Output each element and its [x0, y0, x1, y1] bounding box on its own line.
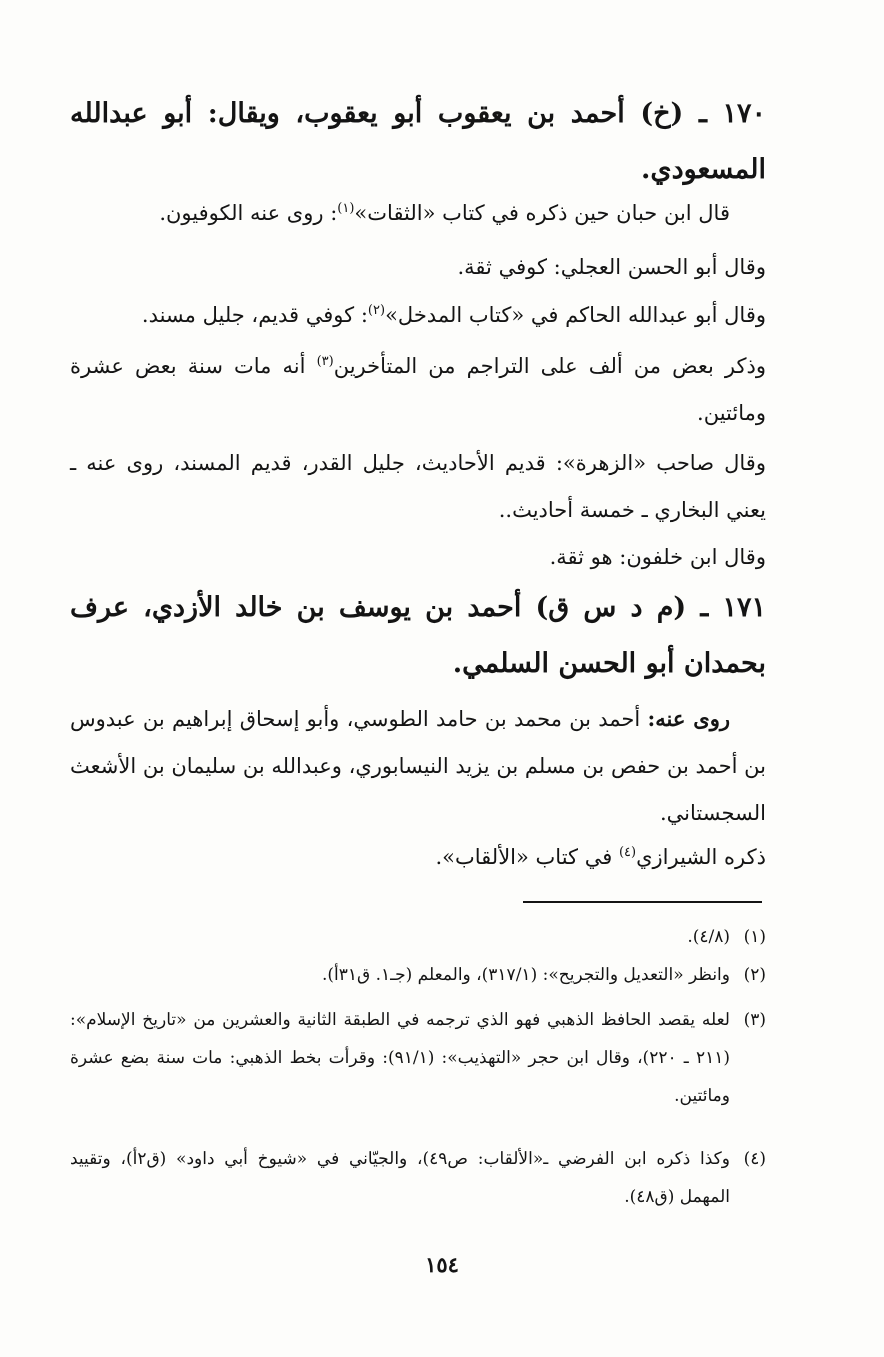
para-text: : روى عنه الكوفيون. — [159, 201, 338, 225]
footnote-ref-3[interactable]: (٣) — [316, 354, 334, 369]
footnote-1 — [70, 918, 766, 956]
para-text: أنه مات سنة بعض عشرة ومائتين. — [70, 354, 766, 425]
footnote-4 — [70, 1140, 766, 1216]
para-text: : كوفي قديم، جليل مسند. — [141, 303, 368, 327]
footnote-ref-1[interactable]: (١) — [337, 201, 355, 216]
entry-170-title: ١٧٠ ـ (خ) أحمد بن يعقوب أبو يعقوب، ويقال: أبو عبدالله المسعودي. — [70, 98, 766, 185]
entry-170-para-3 — [70, 292, 766, 339]
footnote-ref-2[interactable]: (٢) — [367, 303, 386, 318]
narrators-label: روى عنه: — [647, 706, 730, 731]
entry-170-para-1 — [70, 190, 766, 237]
para-text: ذكره الشيرازي — [636, 845, 766, 869]
page-number: ١٥٤ — [425, 1252, 459, 1277]
footnote-text: لعله يقصد الحافظ الذهبي فهو الذي ترجمه في الطبقة الثانية والعشرين من «تاريخ الإسلام»: (٢١١ ـ ٢٢٠)، وقال ابن حجر «التهذيب»: (٩١/١): وقرأت بخط الذهبي: مات سنة بضع عشرة ومائتين. — [70, 1010, 730, 1106]
para-text: أحمد بن محمد بن حامد الطوسي، وأبو إسحاق إبراهيم بن عبدوس بن أحمد بن حفص بن مسلم بن يزيد النيسابوري، وعبدالله بن سليمان بن الأشعث السجستاني. — [70, 707, 766, 825]
entry-170-para-2: وقال أبو الحسن العجلي: كوفي ثقة. — [457, 255, 766, 279]
para-text: في كتاب «الألقاب». — [435, 845, 619, 869]
footnote-text: وكذا ذكره ابن الفرضي ـ«الألقاب: ص٤٩)، والجيّاني في «شيوخ أبي داود» (ق٢أ)، وتقييد المهمل (ق٤٨). — [70, 1149, 730, 1207]
entry-171-title: ١٧١ ـ (م د س ق) أحمد بن يوسف بن خالد الأزدي، عرف بحمدان أبو الحسن السلمي. — [70, 592, 766, 679]
para-text: قال ابن حبان حين ذكره في كتاب «الثقات» — [354, 201, 730, 225]
footnote-divider — [523, 901, 762, 903]
footnote-number: (١) — [743, 927, 766, 947]
footnote-text: وانظر «التعديل والتجريح»: (٣١٧/١)، والمعلم (جـ١. ق٣١أ). — [321, 965, 730, 985]
footnote-number: (٤) — [743, 1149, 766, 1169]
footnote-number: (٢) — [743, 965, 766, 985]
entry-171-para-2 — [70, 834, 766, 881]
para-text: وقال أبو عبدالله الحاكم في «كتاب المدخل» — [385, 303, 766, 327]
footnote-3 — [70, 1001, 766, 1115]
para-text: وذكر بعض من ألف على التراجم من المتأخرين — [333, 354, 766, 378]
footnote-number: (٣) — [743, 1010, 766, 1030]
footnote-ref-4[interactable]: (٤) — [618, 845, 637, 860]
footnote-text: (٤/٨). — [687, 927, 730, 947]
entry-170-para-6: وقال ابن خلفون: هو ثقة. — [549, 545, 766, 569]
footnote-2 — [70, 956, 766, 994]
entry-170-para-5: وقال صاحب «الزهرة»: قديم الأحاديث، جليل القدر، قديم المسند، روى عنه ـ يعني البخاري ـ خمسة أحاديث.. — [70, 451, 766, 522]
entry-171-para-1 — [70, 695, 766, 837]
entry-170-para-4 — [70, 343, 766, 437]
